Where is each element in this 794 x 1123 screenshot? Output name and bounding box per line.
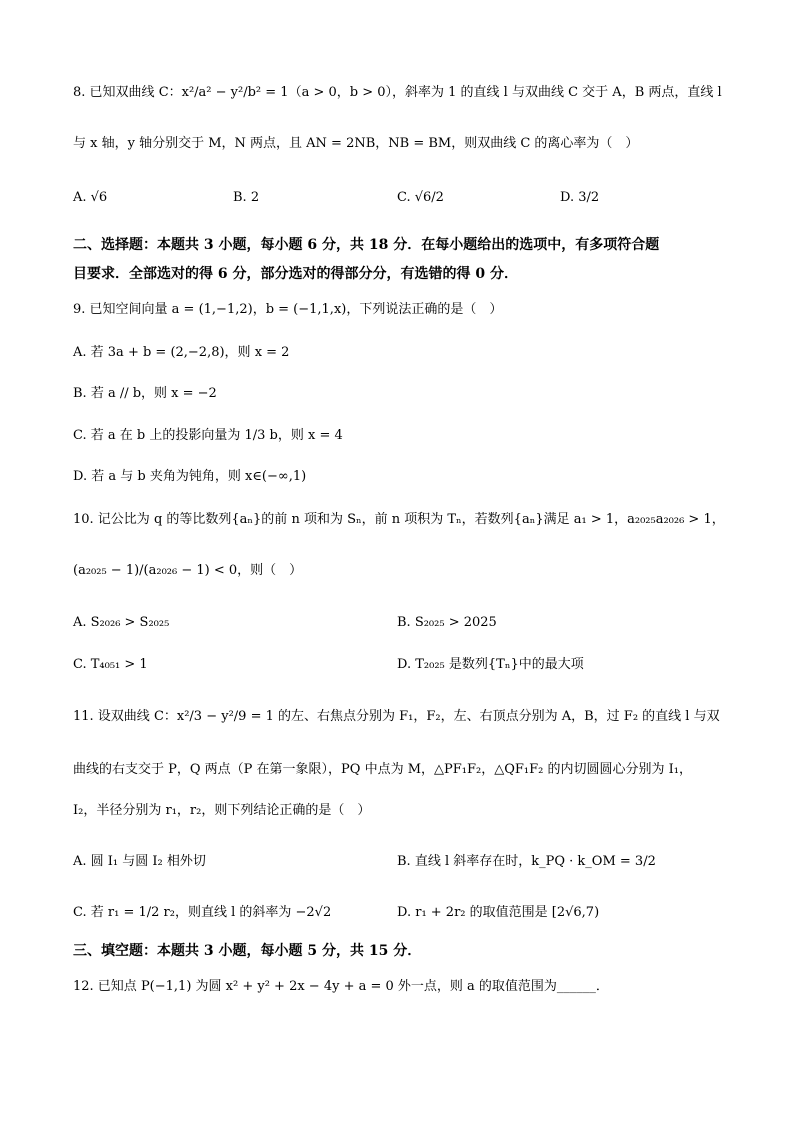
q10-option-c: C. T₄₀₅₁ > 1: [73, 657, 148, 672]
q9-stem: 9. 已知空间向量 a = (1,−1,2)，b = (−1,1,x)，下列说法正确的是（ ）: [73, 302, 503, 317]
q8-stem-line1: [73, 84, 722, 102]
section2-heading-line2: 目要求．全部选对的得 6 分，部分选对的得部分分，有选错的得 0 分．: [73, 266, 518, 282]
q8-option-c: C. √6/2: [397, 190, 444, 205]
q10-stem-line2: (a₂₀₂₅ − 1)/(a₂₀₂₆ − 1) < 0，则（ ）: [73, 563, 303, 578]
q10-option-d: D. T₂₀₂₅ 是数列{Tₙ}中的最大项: [397, 657, 584, 672]
q8-option-b: B. 2: [233, 190, 260, 205]
q10-option-b: B. S₂₀₂₅ > 2025: [397, 615, 497, 630]
q11-option-b: B. 直线 l 斜率存在时，k_PQ · k_OM = 3/2: [397, 854, 656, 869]
q8-curve: 8. 已知双曲线: [73, 85, 155, 100]
q9-option-b: B. 若 a // b，则 x = −2: [73, 386, 217, 401]
q8-stem-line2: 与 x 轴，y 轴分别交于 M，N 两点，且 AN = 2NB，NB = BM，则双曲线 C 的离心率为（ ）: [73, 136, 639, 151]
q11-stem-line3: I₂，半径分别为 r₁，r₂，则下列结论正确的是（ ）: [73, 803, 371, 818]
q9-option-d: D. 若 a 与 b 夹角为钝角，则 x∈(−∞,1): [73, 469, 307, 484]
q11-stem-line1: 11. 设双曲线 C：x²/3 − y²/9 = 1 的左、右焦点分别为 F₁，F₂，左、右顶点分别为 A，B，过 F₂ 的直线 l 与双: [73, 709, 720, 724]
q9-option-a: A. 若 3a + b = (2,−2,8)，则 x = 2: [73, 345, 290, 360]
q8-curve-text: C：x²/a² − y²/b² = 1（a > 0，b > 0），斜率为 1 的直线 l 与双曲线 C 交于 A，B 两点，直线 l: [158, 85, 722, 100]
q11-option-a: A. 圆 I₁ 与圆 I₂ 相外切: [73, 854, 206, 869]
q12-stem: 12. 已知点 P(−1,1) 为圆 x² + y² + 2x − 4y + a = 0 外一点，则 a 的取值范围为______．: [73, 979, 609, 994]
section3-heading: 三、填空题：本题共 3 小题，每小题 5 分，共 15 分．: [73, 943, 422, 959]
q11-stem-line2: 曲线的右支交于 P，Q 两点（P 在第一象限），PQ 中点为 M，△PF₁F₂，△QF₁F₂ 的内切圆圆心分别为 I₁，: [73, 762, 692, 777]
q10-stem-line1: 10. 记公比为 q 的等比数列{aₙ}的前 n 项和为 Sₙ，前 n 项积为 Tₙ，若数列{aₙ}满足 a₁ > 1，a₂₀₂₅a₂₀₂₆ > 1，: [73, 512, 725, 527]
q10-option-a: A. S₂₀₂₆ > S₂₀₂₅: [73, 615, 170, 630]
q11-option-c: C. 若 r₁ = 1/2 r₂，则直线 l 的斜率为 −2√2: [73, 905, 332, 920]
q8-option-a: A. √6: [73, 190, 108, 205]
q8-option-d: D. 3/2: [560, 190, 600, 205]
q9-option-c: C. 若 a 在 b 上的投影向量为 1/3 b，则 x = 4: [73, 428, 343, 443]
section2-heading-line1: 二、选择题：本题共 3 小题，每小题 6 分，共 18 分．在每小题给出的选项中，有多项符合题: [73, 237, 660, 253]
q11-option-d: D. r₁ + 2r₂ 的取值范围是 [2√6,7): [397, 905, 600, 920]
